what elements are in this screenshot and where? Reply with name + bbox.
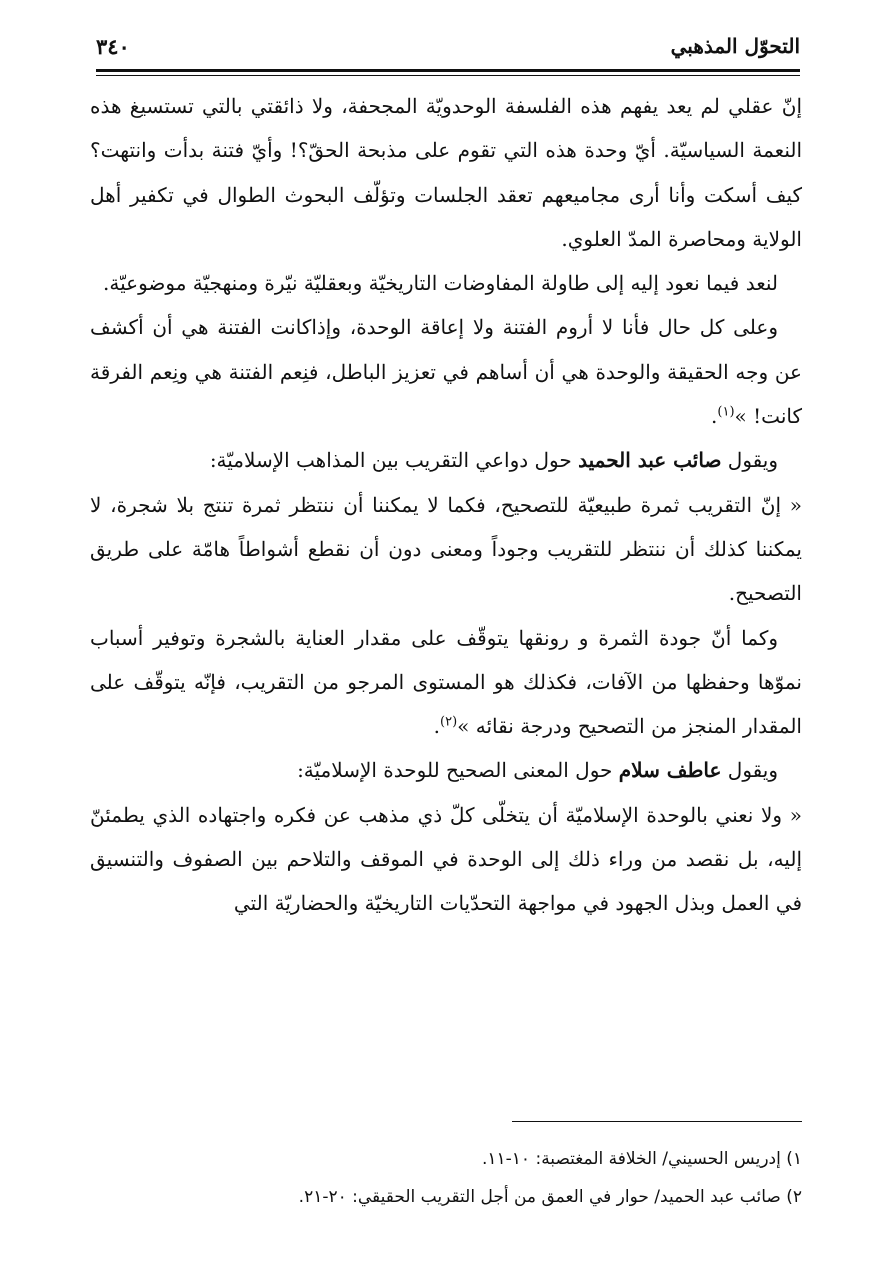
paragraph-3-end: . xyxy=(711,404,718,429)
footnote-separator xyxy=(512,1121,802,1122)
paragraph-2: لنعد فيما نعود إليه إلى طاولة المفاوضات التاريخيّة وبعقليّة نيّرة ومنهجيّة موضوعيّة. xyxy=(103,271,778,296)
paragraph-4-post: حول دواعي التقريب بين المذاهب الإسلاميّة: xyxy=(209,448,579,473)
paragraph-1: إنّ عقلي لم يعد يفهم هذه الفلسفة الوحدويّة المجحفة، ولا ذائقتي بالتي تستسيغ هذه النعمة السياسيّة. أيّ وحدة هذه التي تقوم على مذبحة الحقّ؟! وأيّ فتنة بدأت وانتهت؟ كيف أسكت وأنا أرى مجاميعهم تعقد الجلسات وتؤلّف البحوث الطوال في تكفير أهل الولاية ومحاصرة المدّ العلوي. xyxy=(90,94,802,251)
footnote-ref-2[interactable]: (٢) xyxy=(440,714,458,730)
header-rule-thin xyxy=(96,75,800,76)
paragraph-4-pre: ويقول xyxy=(721,448,778,473)
paragraph-7-post: حول المعنى الصحيح للوحدة الإسلاميّة: xyxy=(297,758,619,783)
footnote-ref-1[interactable]: (١) xyxy=(717,404,735,420)
author-name-saib: صائب عبد الحميد xyxy=(578,448,722,473)
paragraph-6-text: وكما أنّ جودة الثمرة و رونقها يتوقّف على مقدار العناية بالشجرة وتوفير أسباب نموّها وحفظها من الآفات، فكذلك هو المستوى المرجو من التقريب، فإنّه يتوقّف على المقدار المنجز من التصحيح ودرجة نقائه » xyxy=(90,625,802,739)
footnote-1: ١) إدريس الحسيني/ الخلافة المغتصبة: ١٠-١١. xyxy=(481,1149,802,1169)
header-rule xyxy=(96,69,800,72)
paragraph-4 xyxy=(90,438,802,482)
body-text xyxy=(90,84,802,926)
paragraph-3 xyxy=(90,305,802,438)
paragraph-5-quote: « إنّ التقريب ثمرة طبيعيّة للتصحيح، فكما لا يمكننا أن ننتظر ثمرة تنتج بلا شجرة، لا يمكننا كذلك أن ننتظر للتقريب وجوداً ومعنى دون أن نقطع أشواطاً هامّة على طريق التصحيح. xyxy=(90,492,802,606)
header-title: التحوّل المذهبي xyxy=(670,34,800,58)
footnote-2: ٢) صائب عبد الحميد/ حوار في العمق من أجل التقريب الحقيقي: ٢٠-٢١. xyxy=(298,1187,802,1207)
paragraph-6 xyxy=(90,616,802,749)
paragraph-8-quote: « ولا نعني بالوحدة الإسلاميّة أن يتخلّى كلّ ذي مذهب عن فكره واجتهاده الذي يطمئنّ إليه، بل نقصد من وراء ذلك إلى الوحدة في الموقف والتلاحم بين الصفوف والتنسيق في العمل وبذل الجهود في مواجهة التحدّيات التاريخيّة والحضاريّة التي xyxy=(90,802,802,916)
paragraph-7-pre: ويقول xyxy=(721,758,778,783)
author-name-atef: عاطف سلام xyxy=(618,758,722,783)
page-number: ٣٤٠ xyxy=(96,34,130,59)
footnotes xyxy=(96,1140,802,1216)
paragraph-7 xyxy=(90,748,802,792)
running-header xyxy=(96,28,800,70)
paragraph-3-text: وعلى كل حال فأنا لا أروم الفتنة ولا إعاقة الوحدة، وإذاكانت الفتنة هي أن أكشف عن وجه الحقيقة والوحدة هي أن أساهم في تعزيز الباطل، فنِعم الفتنة هي ونِعم الفرقة كانت! » xyxy=(90,315,802,429)
paragraph-6-end: . xyxy=(433,714,441,739)
